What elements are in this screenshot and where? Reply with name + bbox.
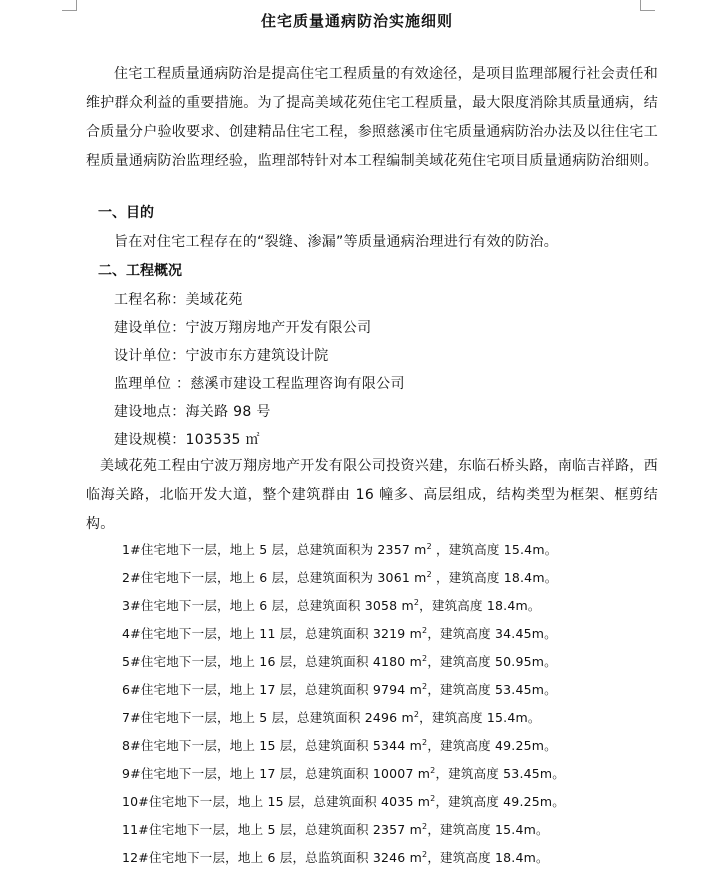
building-text: 3#住宅地下一层，地上 6 层，总建筑面积 3058 m (122, 598, 414, 613)
building-text: 7#住宅地下一层，地上 5 层，总建筑面积 2496 m (122, 710, 414, 725)
section-heading-purpose: 一、目的 (98, 205, 154, 221)
superscript: 2 (413, 597, 420, 607)
field-supervisor: 监理单位 ：慈溪市建设工程监理咨询有限公司 (114, 376, 405, 392)
building-line (122, 680, 557, 698)
superscript: 2 (422, 737, 428, 747)
superscript: 2 (422, 653, 428, 663)
section-heading-overview: 二、工程概况 (98, 263, 182, 279)
superscript: 2 (426, 541, 432, 551)
building-line (122, 540, 557, 558)
building-text-tail: ，建筑高度 15.4m。 (419, 710, 541, 725)
field-developer: 建设单位：宁波万翔房地产开发有限公司 (114, 320, 372, 336)
building-text-tail: ，建筑高度 34.45m。 (427, 626, 557, 641)
building-line (122, 596, 541, 614)
building-line (122, 792, 565, 810)
superscript: 2 (422, 625, 428, 635)
purpose-text: 旨在对住宅工程存在的“裂缝、渗漏”等质量通病治理进行有效的防治。 (114, 234, 559, 250)
building-text: 5#住宅地下一层，地上 16 层，总建筑面积 4180 m (122, 654, 423, 669)
building-text-tail: ，建筑高度 53.45m。 (435, 766, 566, 781)
building-line (122, 652, 557, 670)
superscript: 2 (426, 569, 432, 579)
building-text-tail: ，建筑高度 53.45m。 (427, 682, 557, 697)
building-line (122, 736, 557, 754)
building-text-tail: ，建筑高度 49.25m。 (427, 738, 557, 753)
field-designer: 设计单位：宁波市东方建筑设计院 (114, 348, 329, 364)
building-text: 4#住宅地下一层，地上 11 层，总建筑面积 3219 m (122, 626, 423, 641)
building-text: 11#住宅地下一层，地上 5 层，总建筑面积 2357 m (122, 822, 423, 837)
building-text: 2#住宅地下一层，地上 6 层，总建筑面积为 3061 m (122, 570, 427, 585)
building-line (122, 708, 541, 726)
building-text: 10#住宅地下一层，地上 15 层，总建筑面积 4035 m (122, 794, 431, 809)
superscript: 2 (430, 793, 436, 803)
building-text: 6#住宅地下一层，地上 17 层，总建筑面积 9794 m (122, 682, 423, 697)
building-line (122, 568, 557, 586)
building-text-tail: ，建筑高度 18.4m。 (427, 850, 549, 865)
building-text-tail: ，建筑高度 18.4m。 (419, 598, 541, 613)
building-line (122, 848, 549, 866)
superscript: 2 (413, 709, 420, 719)
building-text: 8#住宅地下一层，地上 15 层，总建筑面积 5344 m (122, 738, 423, 753)
building-text-tail: ，建筑高度 50.95m。 (427, 654, 557, 669)
superscript: 2 (422, 849, 428, 859)
intro-paragraph: 住宅工程质量通病防治是提高住宅工程质量的有效途径，是项目监理部履行社会责任和维护群众利益的重要措施。为了提高美域花苑住宅工程质量，最大限度消除其质量通病，结合质量分户验收要求、创建精品住宅工程，参照慈溪市住宅质量通病防治办法及以往住宅工程质量通病防治监理经验，监理部特针对本工程编制美域花苑住宅项目质量通病防治细则。 (86, 66, 658, 169)
building-line (122, 764, 565, 782)
building-text: 9#住宅地下一层，地上 17 层，总建筑面积 10007 m (122, 766, 431, 781)
field-location: 建设地点：海关路 98 号 (114, 404, 271, 420)
project-description: 美域花苑工程由宁波万翔房地产开发有限公司投资兴建，东临石桥头路，南临吉祥路，西临海关路，北临开发大道，整个建筑群由 16 幢多、高层组成，结构类型为框架、框剪结构。 (86, 458, 658, 532)
building-line (122, 624, 557, 642)
building-text: 1#住宅地下一层，地上 5 层，总建筑面积为 2357 m (122, 542, 427, 557)
building-text-tail: ，建筑高度 49.25m。 (435, 794, 566, 809)
document-title: 住宅质量通病防治实施细则 (260, 12, 453, 30)
field-scale: 建设规模：103535 ㎡ (114, 432, 260, 448)
superscript: 2 (430, 765, 436, 775)
field-project-name: 工程名称：美域花苑 (114, 292, 243, 308)
building-line (122, 820, 549, 838)
building-text-tail: ，建筑高度 18.4m。 (431, 570, 558, 585)
building-text: 12#住宅地下一层，地上 6 层，总监筑面积 3246 m (122, 850, 423, 865)
building-text-tail: ，建筑高度 15.4m。 (427, 822, 549, 837)
superscript: 2 (422, 681, 428, 691)
building-text-tail: ，建筑高度 15.4m。 (431, 542, 558, 557)
superscript: 2 (422, 821, 428, 831)
